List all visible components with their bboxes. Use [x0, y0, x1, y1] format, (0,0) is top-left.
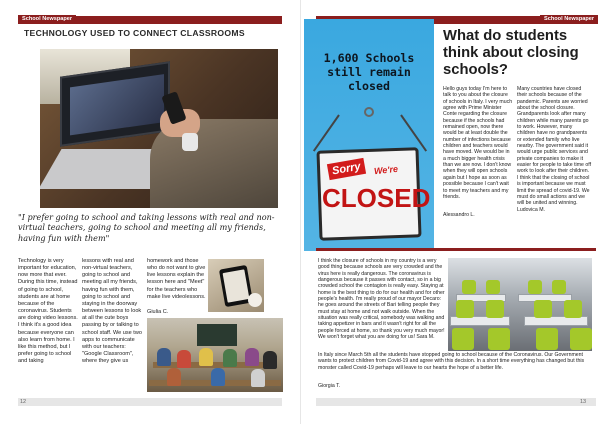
article-author: Alessandro L. — [443, 212, 475, 218]
classroom-photo — [147, 318, 283, 392]
article-column-3 — [147, 258, 207, 316]
empty-classroom-photo — [448, 258, 592, 351]
sign-closed: CLOSED — [322, 183, 431, 213]
article-author: Giorgia T. — [318, 383, 341, 389]
article-column-1: Technology is very important for education, now more that ever. During this time, instead of going to school, students are at home because of the coronavirus. Students are doing video lessons. I think it's a good idea because everyone can also learn from home. I like this method, but I prefer going to school and taking — [18, 258, 78, 365]
header-label: School Newspaper — [540, 15, 598, 24]
sign-were: We're — [373, 163, 399, 177]
sign-text: 1,600 Schools still remain closed — [323, 51, 415, 93]
article-lower-text: I think the closure of schools in my country is a very good thing because schools are very crowded and the virus here is really dangerous. The coronavirus is dangerous because it passes with contact, so in a big crowded school the contagion is really easy. Staying at home is the best thing to do for our health and for other people's health. I'm really proud of our mayor Decaro: he goes around the streets of Bari telling people they must stay at home and not walk outside. When the situation was really critical, somebody was walking and taking appetizer in bars and it wasn't right for all the people forced at home, so thank you very much mayor! We won't forget what you are doing for us! Sara M. — [318, 258, 445, 341]
header-label: School Newspaper — [18, 15, 76, 24]
footer-bar — [18, 398, 282, 406]
article-column-3-text: homework and those who do not want to give live lessons explain the lesson here and "Meet" for the teachers who make live videolessons. — [147, 258, 206, 300]
section-divider — [316, 248, 596, 251]
phone-photo — [208, 259, 264, 312]
pull-quote: "I prefer going to school and taking lessons with real and non-virtual teachers, going to school and meeting all my friends, having fun with them" — [18, 212, 275, 243]
article-author: Giulia C. — [147, 308, 169, 315]
article-column-1: Hello guys today I'm here to talk to you about the closure of schools in Italy. I very much agree with Prime Minister Conte regarding the closure because if the schools had remained open, now there would be at least double the number of infections because children and teachers would have moved. We would be in a much bigger health crisis than we are now. I don't know when they will open schools again but I hope as soon as possible because I can't wait to meet my teachers and my friends. — [443, 86, 513, 200]
laptop-photo — [40, 49, 278, 208]
footer-bar — [316, 398, 596, 406]
page-number: 12 — [20, 399, 27, 405]
sign-sorry: Sorry — [327, 158, 366, 180]
article-title: What do students think about closing schools? — [443, 28, 579, 78]
page-number: 13 — [580, 399, 587, 405]
article-bottom-text: In Italy since March 5th all the students have stopped going to school because of the Coronavirus. Our Government wants to protect children from Covid-19 and agree with this decision. In a short time everything has changed but this monster called Covid-19 perhaps will leave to our hearts the hope of a better life. — [318, 352, 585, 371]
article-column-2: Many countries have closed their schools because of the pandemic. Parents are worried about the school closure. Grandparents look after many children while many parents go to work. However, many children have no grandparents or extended family who live nearby. The government said it would urge public services and private companies to make it easier for people to take time off work to look after their children. I think that the closing of school is important because we must limit the spread of covid-19. We must do small actions and we will be united and winning. Ludovica M. — [517, 86, 592, 213]
closed-sign-photo — [304, 19, 434, 251]
article-column-2: lessons with real and non-virtual teachers, going to school and meeting all my friends, having fun with them, going to school and staying in the doorway between lessons to look at all the cute boys passing by or talking to school staff. We use two apps to communicate with our teachers: "Google Classroom", where they give us — [82, 258, 142, 365]
page-headline: TECHNOLOGY USED TO CONNECT CLASSROOMS — [24, 28, 245, 38]
